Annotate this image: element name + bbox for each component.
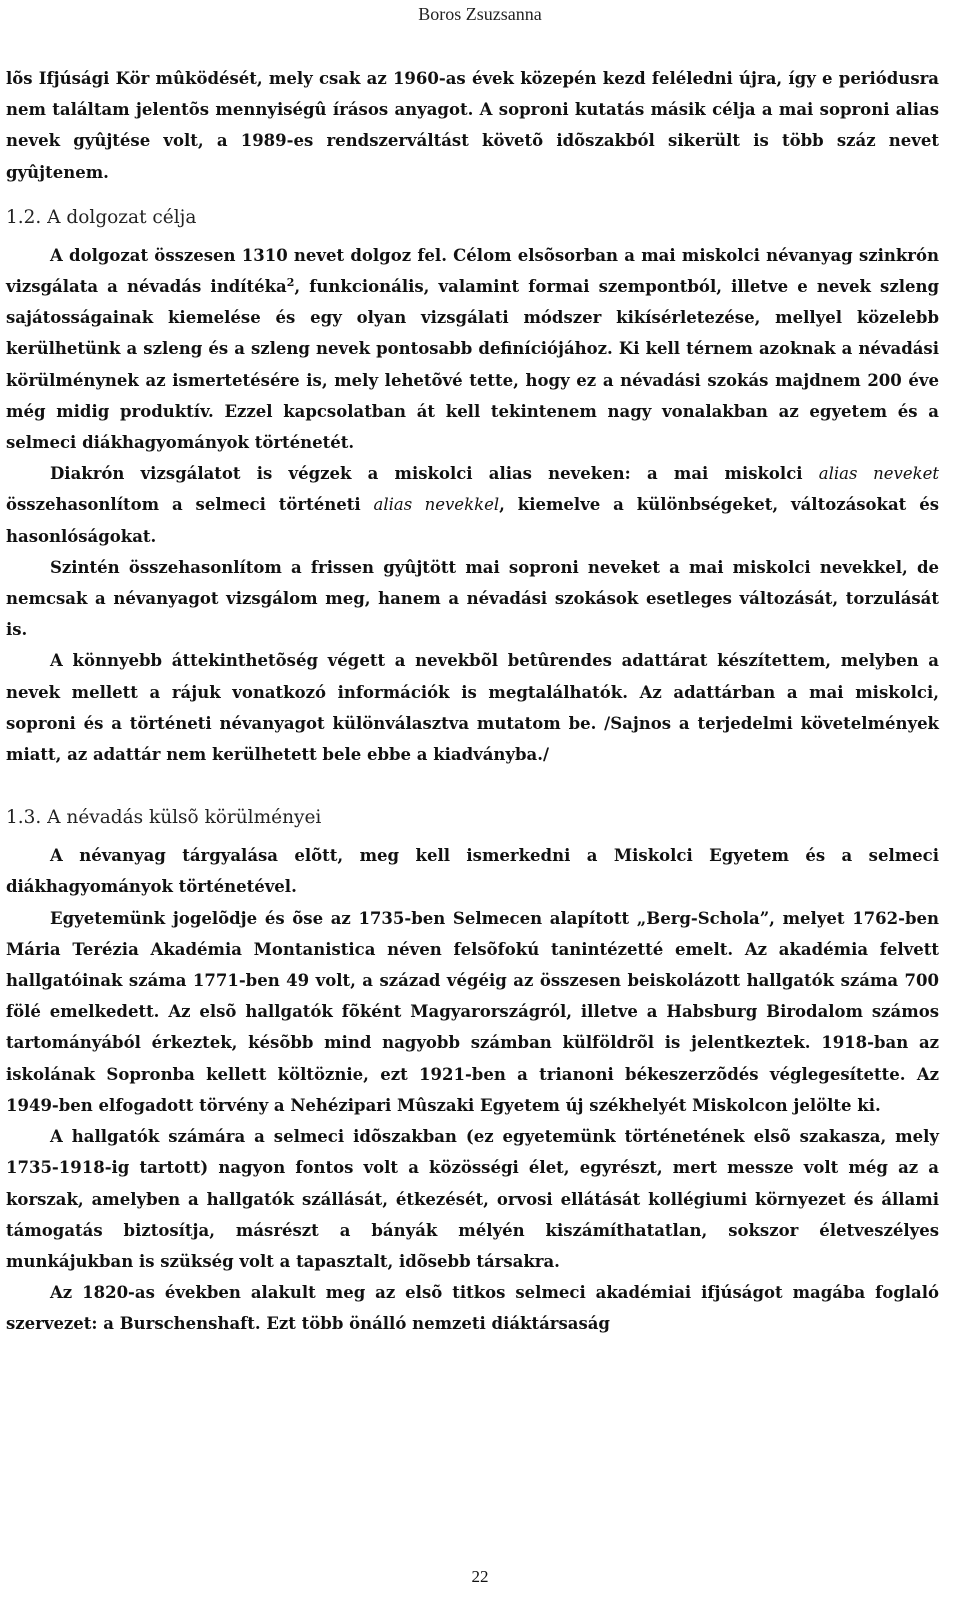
paragraph-comparison: Szintén összehasonlítom a frissen gyûjtött mai soproni neveket a mai miskolci nevekkel, de nemcsak a névanyagot vizsgálom meg, hanem a névadási szokások esetleges változását, torzulását is.	[6, 557, 939, 640]
paragraph-community-life: A hallgatók számára a selmeci idõszakban (ez egyetemünk történetének elsõ szakasza, mely 1735-1918-ig tartott) nagyon fontos volt a közösségi élet, egyrészt, mert messze volt még az a korszak, amelyben a hallgatók szállását, étkezését, orvosi ellátását kollégiumi környezet és állami támogatás biztosítja, másrészt a bányák mélyén kiszámíthatatlan, sokszor életveszélyes munkájukban is szükség volt a tapasztalt, idõsebb társakra.	[6, 1127, 939, 1271]
paragraph-database: A könnyebb áttekinthetõség végett a nevekbõl betûrendes adattárat készítettem, melyben a nevek mellett a rájuk vonatkozó információk is megtalálhatók. Az adattárban a mai miskolci, soproni és a történeti névanyagot különválasztva mutatom be. /Sajnos a terjedelmi követelmények miatt, az adattár nem kerülhetett bele ebbe a kiadványba./	[6, 651, 939, 765]
paragraph-diachronic-part3: , kiemelve a különbségeket, változásokat és hasonlóságokat.	[6, 495, 939, 546]
paragraph-diachronic	[6, 458, 939, 552]
section-heading-1-3: 1.3. A névadás külsõ körülményei	[6, 807, 322, 829]
body-text	[6, 63, 939, 1340]
paragraph-university-history: Egyetemünk jogelõdje és õse az 1735-ben Selmecen alapított „Berg-Schola”, melyet 1762-ben Mária Terézia Akadémia Montanistica néven felsõfokú tanintézetté emelt. Az akadémia felvett hallgatóinak száma 1771-ben 49 volt, a század végéig az összesen beiskolázott hallgatók száma 700 fölé emelkedett. Az elsõ hallgatók fõként Magyarországról, illetve a Habsburg Birodalom számos tartományából érkeztek, késõbb mind nagyobb számban külföldrõl is jelentkeztek. 1918-ban az iskolának Sopronba kellett költöznie, ezt 1921-ben a trianoni békeszerzõdés véglegesítette. Az 1949-ben elfogadott törvény a Nehézipari Mûszaki Egyetem új székhelyét Miskolcon jelölte ki.	[6, 908, 939, 1115]
paragraph-diachronic-part2: összehasonlítom a selmeci történeti	[6, 495, 374, 515]
paragraph-intro-history: A névanyag tárgyalása elõtt, meg kell ismerkedni a Miskolci Egyetem és a selmeci diákhagyományok történetével.	[6, 846, 939, 897]
paragraph-aims-part2: , funkcionális, valamint formai szempontból, illetve e nevek szleng sajátosságainak kiemelése és egy olyan vizsgálati módszer kikísérletezése, mellyel közelebb kerülhetünk a szleng és a szleng nevek pontosabb definíciójához. Ki kell térnem azoknak a névadási körülménynek az ismertetésére is, mely lehetõvé tette, hogy ez a névadási szokás majdnem 200 éve még midig produktív. Ezzel kapcsolatban át kell tekintenem nagy vonalakban az egyetem és a selmeci diákhagyományok történetét.	[6, 277, 940, 453]
paragraph-diachronic-part1: Diakrón vizsgálatot is végzek a miskolci alias neveken: a mai miskolci	[50, 464, 819, 484]
running-header-author: Boros Zsuzsanna	[418, 4, 542, 24]
paragraph-burschenshaft: Az 1820-as években alakult meg az elsõ titkos selmeci akadémiai ifjúságot magába foglaló szervezet: a Burschenshaft. Ezt több önálló nemzeti diáktársaság	[6, 1283, 939, 1334]
italic-term-alias-neveket: alias neveket	[818, 464, 940, 484]
page-number: 22	[471, 1567, 489, 1586]
footnote-marker[interactable]: 2	[286, 276, 295, 290]
paragraph-aims	[6, 240, 939, 458]
section-heading-1-2: 1.2. A dolgozat célja	[6, 206, 197, 228]
paragraph-continuation: lõs Ifjúsági Kör mûködését, mely csak az 1960-as évek közepén kezd feléledni újra, így e periódusra nem találtam jelentõs mennyiségû írásos anyagot. A soproni kutatás másik célja a mai soproni alias nevek gyûjtése volt, a 1989-es rendszerváltást követõ idõszakból sikerült is több száz nevet gyûjtenem.	[6, 69, 939, 182]
paragraph-aims-part1: A dolgozat összesen 1310 nevet dolgoz fel. Célom elsõsorban a mai miskolci névanyag szinkrón vizsgálata a névadás indítéka	[6, 245, 939, 297]
italic-term-alias-nevekkel: alias nevekkel	[373, 495, 500, 515]
